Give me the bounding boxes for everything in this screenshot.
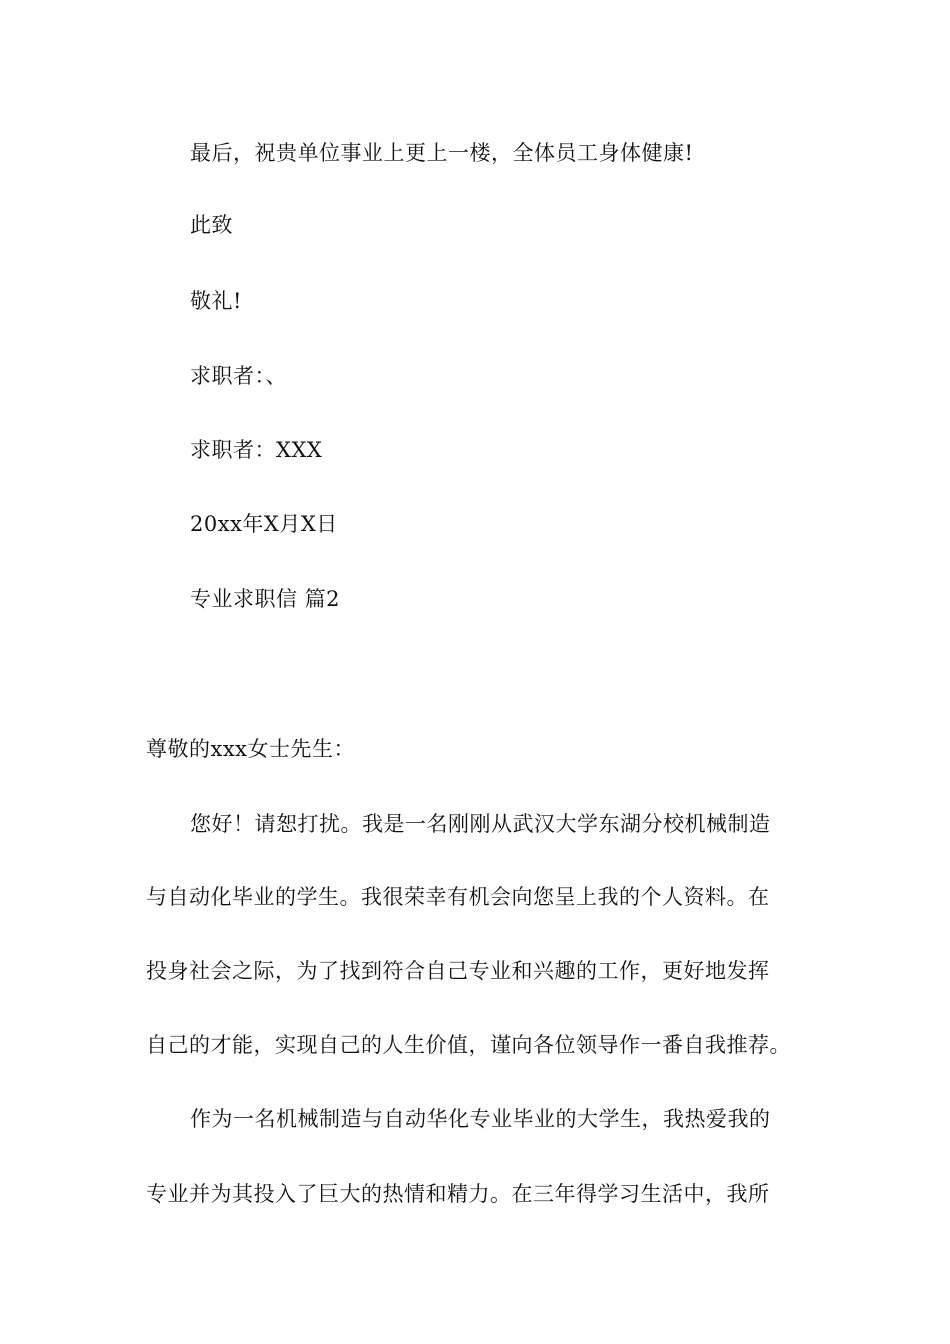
date-line: 20xx年X月X日 bbox=[190, 512, 338, 536]
section-title: 专业求职信 篇2 bbox=[190, 587, 341, 611]
paragraph-1-line-4: 自己的才能，实现自己的人生价值，谨向各位领导作一番自我推荐。 bbox=[146, 1033, 791, 1057]
paragraph-2-line-1: 作为一名机械制造与自动华化专业毕业的大学生，我热爱我的 bbox=[190, 1107, 771, 1131]
paragraph-1-line-3: 投身社会之际，为了找到符合自己专业和兴趣的工作，更好地发挥 bbox=[146, 959, 770, 983]
paragraph-2-line-2: 专业并为其投入了巨大的热情和精力。在三年得学习生活中，我所 bbox=[146, 1182, 770, 1206]
closing-wish-line: 最后，祝贵单位事业上更上一楼，全体员工身体健康! bbox=[190, 141, 694, 165]
signer-line-1: 求职者：、 bbox=[190, 364, 287, 388]
paragraph-1-line-1: 您好！请恕打扰。我是一名刚刚从武汉大学东湖分校机械制造 bbox=[190, 812, 771, 836]
salutation-line-2: 敬礼! bbox=[190, 289, 242, 313]
salutation-line-1: 此致 bbox=[190, 213, 233, 237]
greeting-line: 尊敬的xxx女士先生： bbox=[146, 737, 356, 761]
paragraph-1-line-2: 与自动化毕业的学生。我很荣幸有机会向您呈上我的个人资料。在 bbox=[146, 885, 770, 909]
signer-line-2: 求职者：XXX bbox=[190, 438, 323, 462]
